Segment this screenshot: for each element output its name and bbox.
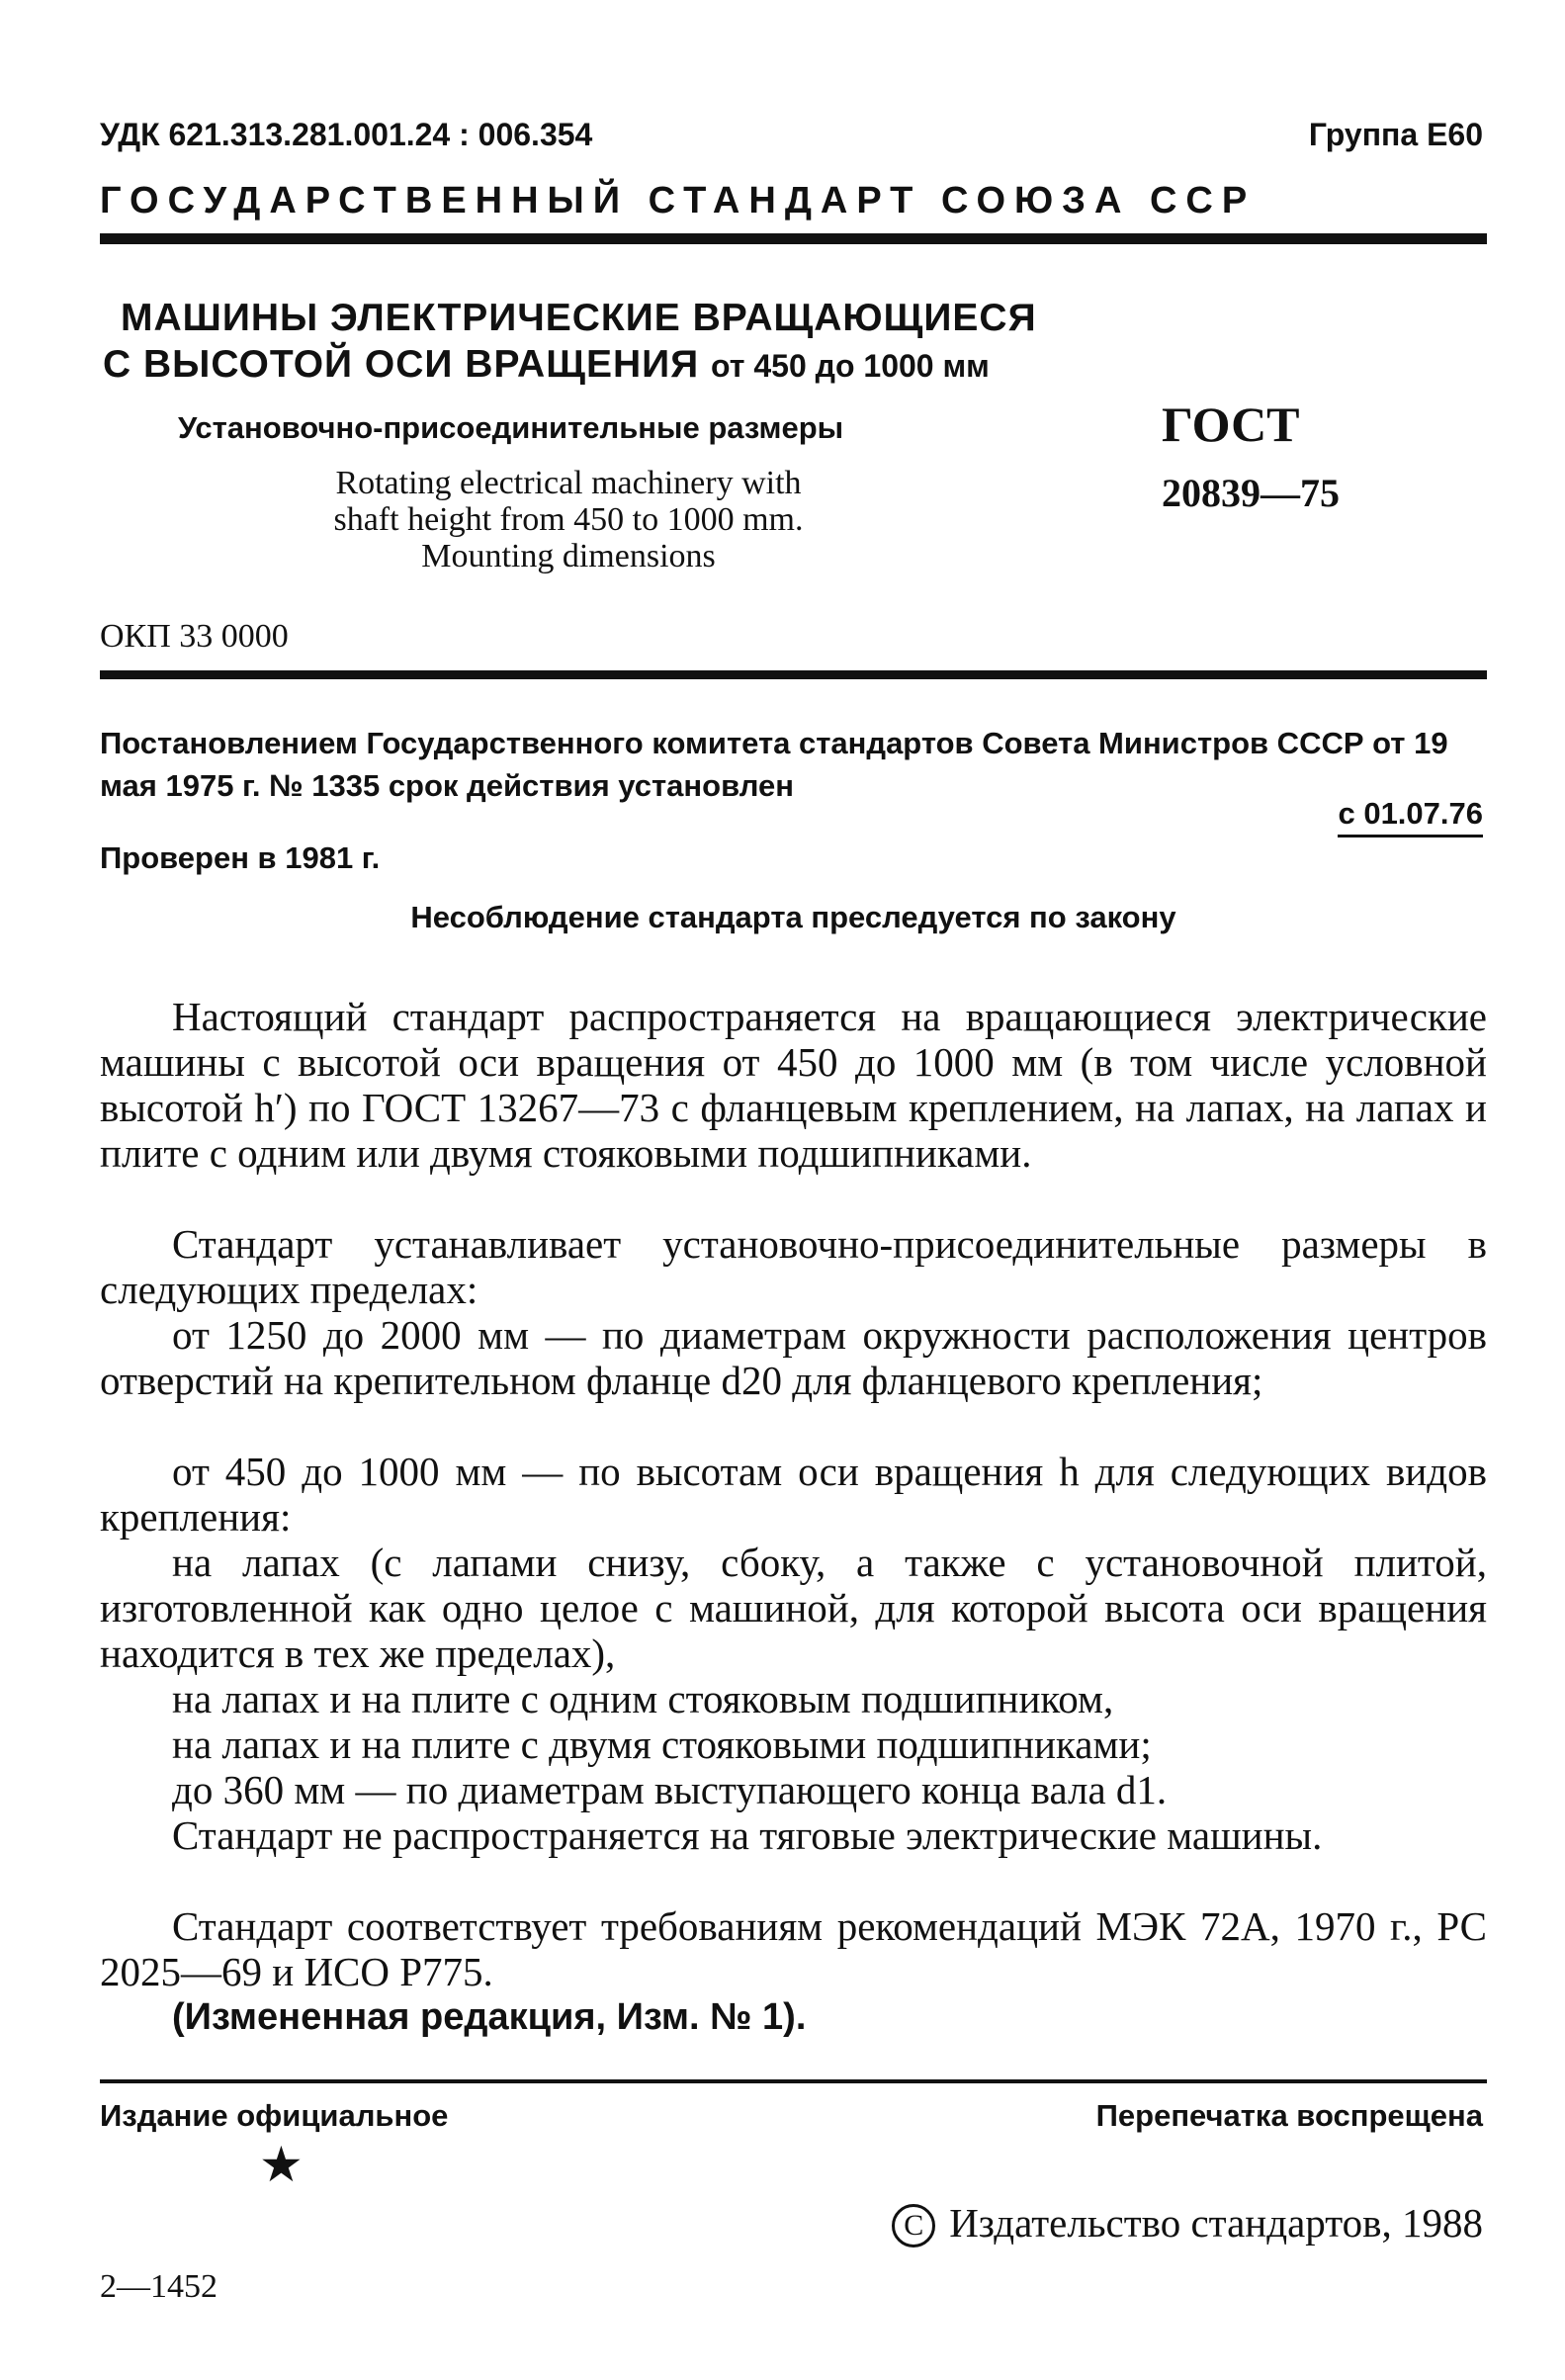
copyright-icon: C <box>892 2204 935 2248</box>
amendment-note: (Измененная редакция, Изм. № 1). <box>172 1996 807 2038</box>
body-paragraph-5 <box>100 1540 1487 1676</box>
english-title-line-1: Rotating electrical machinery with <box>335 465 802 501</box>
title-line-2-main: С ВЫСОТОЙ ОСИ ВРАЩЕНИЯ <box>103 343 700 386</box>
english-title-line-2: shaft height from 450 to 1000 mm. <box>333 501 804 538</box>
body-paragraph-10 <box>100 1903 1487 1994</box>
edition-label: Издание официальное <box>100 2098 449 2133</box>
body-paragraph-10-text: Стандарт соответствует требованиям рекомендаций МЭК 72А, 1970 г., РС 2025—69 и ИСО Р775. <box>100 1903 1487 1994</box>
title-line-1: МАШИНЫ ЭЛЕКТРИЧЕСКИЕ ВРАЩАЮЩИЕСЯ <box>121 297 1037 339</box>
body-paragraph-1-text: Настоящий стандарт распространяется на вращающиеся электрические машины с высотой оси вращения от 450 до 1000 мм (в том числе условной высотой h′) по ГОСТ 13267—73 с фланцевым креплением, на лапах, на лапах и плите с одним или двумя стояковыми подшипниками. <box>100 994 1487 1176</box>
udk-code: УДК 621.313.281.001.24 : 006.354 <box>100 117 593 152</box>
standard-type-heading: ГОСУДАРСТВЕННЫЙ СТАНДАРТ СОЮЗА ССР <box>100 180 1257 221</box>
body-paragraph-3-text: от 1250 до 2000 мм — по диаметрам окружности расположения центров отверстий на крепительном фланце d20 для фланцевого крепления; <box>100 1312 1487 1403</box>
group-code: Группа Е60 <box>1308 117 1483 152</box>
body-paragraph-4 <box>100 1449 1487 1540</box>
publisher <box>892 2199 1483 2248</box>
english-title <box>237 465 900 574</box>
decree-text: Постановлением Государственного комитета стандартов Совета Министров СССР от 19 мая 1975 г. № 1335 срок действия установлен <box>100 726 1448 803</box>
body-paragraph-6 <box>100 1676 1487 1721</box>
body-paragraph-11 <box>100 1994 1487 2040</box>
okp-code: ОКП 33 0000 <box>100 618 289 655</box>
subtitle: Установочно-присоединительные размеры <box>178 410 844 445</box>
enforcement-note: Несоблюдение стандарта преследуется по закону <box>410 900 1176 934</box>
gost-number: 20839—75 <box>1162 471 1340 515</box>
gost-label: ГОСТ <box>1162 397 1300 452</box>
footer-divider <box>100 2079 1487 2083</box>
english-title-line-3: Mounting dimensions <box>421 538 716 574</box>
print-code: 2—1452 <box>100 2268 217 2305</box>
body-paragraph-1 <box>100 994 1487 1176</box>
body-paragraph-9 <box>100 1812 1487 1858</box>
validity-date: с 01.07.76 <box>1338 796 1483 837</box>
body-paragraph-9-text: Стандарт не распространяется на тяговые электрические машины. <box>172 1812 1323 1858</box>
title-divider <box>100 670 1487 679</box>
title-line-2-range: от 450 до 1000 мм <box>711 348 990 384</box>
body-paragraph-6-text: на лапах и на плите с одним стояковым подшипником, <box>172 1676 1114 1721</box>
body-paragraph-2-text: Стандарт устанавливает установочно-присоединительные размеры в следующих пределах: <box>100 1221 1487 1312</box>
body-paragraph-7 <box>100 1721 1487 1767</box>
checked-note: Проверен в 1981 г. <box>100 840 381 875</box>
body-paragraph-5-text: на лапах (с лапами снизу, сбоку, а также с установочной плитой, изготовленной как одно целое с машиной, для которой высота оси вращения находится в тех же пределах), <box>100 1540 1487 1676</box>
body-paragraph-7-text: на лапах и на плите с двумя стояковыми подшипниками; <box>172 1721 1152 1767</box>
star-icon: ★ <box>259 2137 304 2192</box>
publisher-text: Издательство стандартов, 1988 <box>949 2200 1483 2246</box>
reprint-notice: Перепечатка воспрещена <box>1095 2098 1483 2133</box>
header-divider <box>100 233 1487 244</box>
body-paragraph-8-text: до 360 мм — по диаметрам выступающего конца вала d1. <box>172 1767 1168 1812</box>
body-paragraph-2 <box>100 1221 1487 1312</box>
body-paragraph-4-text: от 450 до 1000 мм — по высотам оси вращения h для следующих видов крепления: <box>100 1449 1487 1540</box>
body-paragraph-3 <box>100 1312 1487 1403</box>
body-paragraph-8 <box>100 1767 1487 1812</box>
title-line-2 <box>103 343 990 387</box>
